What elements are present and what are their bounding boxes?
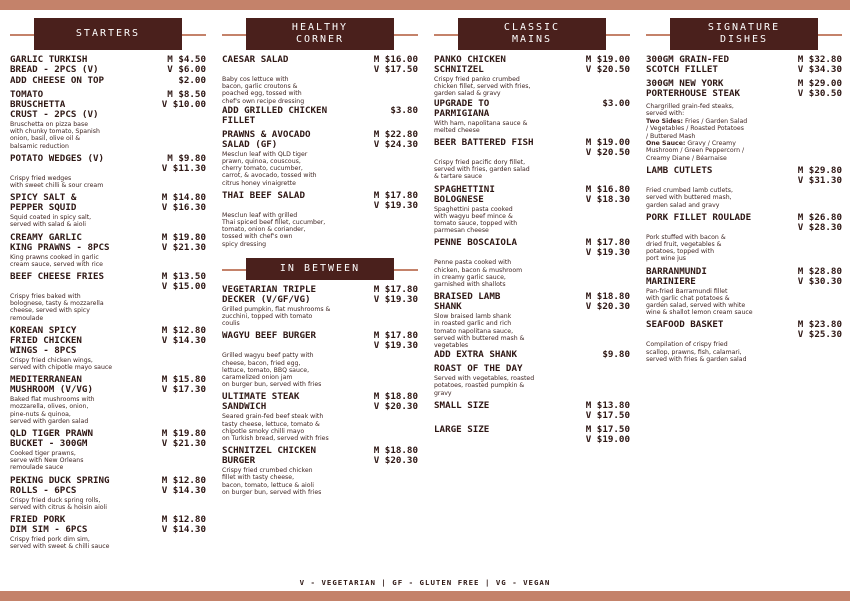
section-header-starters — [10, 18, 206, 50]
menu-item — [222, 191, 418, 248]
menu-item — [10, 476, 206, 511]
menu-item-name: ROAST OF THE DAY — [434, 363, 523, 375]
menu-item-price: V $19.30 — [373, 293, 418, 305]
menu-item-name: SMALL SIZE — [434, 399, 490, 411]
menu-item — [10, 375, 206, 425]
menu-item — [434, 292, 630, 360]
menu-item-row — [434, 425, 630, 445]
menu-item-price: M $4.50 — [167, 54, 206, 65]
menu-item-price: M $32.80 — [797, 54, 842, 65]
menu-item-prices — [162, 375, 206, 395]
menu-item-description: Crispy fried duck spring rolls, served with citrus & hoisin aioli — [10, 496, 108, 511]
menu-item-row — [646, 79, 842, 99]
menu-item-prices — [798, 79, 842, 99]
menu-item — [10, 90, 206, 150]
menu-item-row — [10, 55, 206, 75]
menu-item-row — [646, 213, 842, 233]
menu-item — [222, 130, 418, 187]
menu-item — [646, 79, 842, 99]
menu-item-row — [646, 320, 842, 340]
menu-item-name: MEDITERRANEAN MUSHROOM (V/VG) — [10, 374, 93, 396]
menu-item-price: M $23.80 — [797, 319, 842, 331]
menu-item — [10, 429, 206, 472]
menu-item-row — [434, 185, 630, 205]
menu-item-description: Mesclun leaf with QLD tiger prawn, quinoa, couscous, cherry tomato, cucumber, carrot, & avocado, tossed with citrus honey vinaigrette — [222, 150, 317, 187]
menu-item-price: M $22.80 — [373, 128, 418, 140]
menu-item-price: V $17.30 — [161, 384, 206, 396]
menu-item-name: BARRANMUNDI MARINIERE — [646, 265, 707, 287]
menu-item-name: GARLIC TURKISH BREAD - 2PCS (V) — [10, 54, 99, 75]
menu-item-price: M $19.80 — [161, 428, 206, 440]
menu-item-price: M $13.50 — [161, 271, 206, 283]
menu-item-price: V $28.30 — [797, 221, 842, 233]
column-classic-mains — [434, 18, 630, 449]
menu-item — [10, 154, 206, 189]
signature-list-rest — [646, 166, 842, 363]
menu-item-price: M $28.80 — [797, 265, 842, 277]
menu-item-name: SPICY SALT & PEPPER SQUID — [10, 192, 77, 214]
menu-item — [10, 193, 206, 228]
menu-item-prices — [374, 446, 418, 466]
menu-item-name: SPAGHETTINI BOLOGNESE — [434, 183, 495, 205]
menu-item-price: M $17.80 — [585, 237, 630, 249]
menu-item-addon — [222, 106, 418, 126]
menu-item-addon-name: ADD GRILLED CHICKEN FILLET — [222, 104, 328, 126]
menu-item-row — [10, 429, 206, 449]
menu-item-description: Bruschetta on pizza base with chunky tomato, Spanish onion, basil, olive oil & balsamic reduction — [10, 121, 100, 150]
menu-item-prices — [798, 166, 842, 186]
menu-item-description: Crispy fried pacific dory fillet, served with fries, garden salad & tartare sauce — [434, 159, 530, 181]
menu-item-addon-price: $2.00 — [178, 75, 206, 86]
menu-item-addon — [434, 350, 630, 360]
menu-item-prices — [586, 238, 630, 258]
menu-item-price: V $11.30 — [161, 162, 206, 174]
menu-item-prices — [798, 213, 842, 233]
menu-item-description: Squid coated in spicy salt, served with salad & aioli — [10, 214, 92, 229]
menu-item-price: V $19.30 — [373, 199, 418, 211]
menu-item-price: M $19.00 — [585, 54, 630, 65]
menu-item-prices — [162, 272, 206, 292]
menu-item-prices — [162, 429, 206, 449]
menu-item-prices — [162, 326, 206, 346]
menu-item-addon-name: ADD CHEESE ON TOP — [10, 75, 105, 86]
menu-item-row — [222, 285, 418, 305]
menu-item-name: LARGE SIZE — [434, 423, 490, 435]
section-title-healthy-corner: HEALTHY CORNER — [246, 18, 394, 50]
menu-item-row — [222, 55, 418, 75]
menu-item-name: THAI BEEF SALAD — [222, 189, 305, 201]
menu-item-prices — [374, 130, 418, 150]
menu-item-price: M $12.80 — [161, 514, 206, 526]
dietary-legend: V - VEGETARIAN | GF - GLUTEN FREE | VG - VEGAN — [299, 578, 551, 587]
menu-item-prices — [374, 285, 418, 305]
section-title-classic-mains: CLASSIC MAINS — [458, 18, 606, 50]
menu-item-row — [646, 267, 842, 287]
menu-item-description: Spaghettini pasta cooked with wagyu beef mince & tomato sauce, topped with parmesan cheese — [434, 205, 518, 235]
menu-item-description: Pan-fried Barramundi fillet with garlic chat potatoes & garden salad, served with white wine & shallot lemon cream sauce — [646, 287, 753, 317]
menu-item-price: M $29.80 — [797, 165, 842, 177]
menu-item-price: M $14.80 — [161, 192, 206, 204]
menu-item-name: 300GM GRAIN-FED SCOTCH FILLET — [646, 54, 729, 75]
menu-item-name: SEAFOOD BASKET — [646, 319, 724, 331]
menu-item — [10, 55, 206, 86]
menu-item-price: V $19.00 — [585, 433, 630, 445]
menu-item-name: CREAMY GARLIC KING PRAWNS - 8PCS — [10, 231, 110, 253]
menu-item-name: PANKO CHICKEN SCHNITZEL — [434, 54, 506, 75]
menu-item-addon — [10, 76, 206, 86]
menu-item-description: Compilation of crispy fried scallop, prawns, fish, calamari, served with fries & garden salad — [646, 341, 747, 363]
menu-item — [434, 401, 630, 421]
menu-item — [434, 185, 630, 235]
menu-item-name: ULTIMATE STEAK SANDWICH — [222, 391, 300, 413]
signature-list-top — [646, 55, 842, 99]
menu-item-row — [434, 238, 630, 258]
menu-item — [222, 392, 418, 442]
menu-item-price: M $13.80 — [585, 399, 630, 411]
menu-item-row — [222, 446, 418, 466]
menu-item — [10, 233, 206, 268]
menu-item-price: V $30.30 — [797, 275, 842, 287]
menu-item-description: Grilled wagyu beef patty with cheese, bacon, fried egg, lettuce, tomato, BBQ sauce, caramelized onion jam on burger bun, served with fries — [222, 352, 322, 389]
menu-item-name: BRAISED LAMB SHANK — [434, 291, 501, 313]
menu-item-addon-description: With ham, napolitana sauce & melted cheese — [434, 119, 528, 134]
menu-item-name: PRAWNS & AVOCADO SALAD (GF) — [222, 128, 311, 150]
menu-item-prices — [374, 55, 418, 75]
menu-item-row — [646, 55, 842, 75]
menu-item-description: Grilled pumpkin, flat mushrooms & zucchini, topped with tomato coulis — [222, 305, 331, 328]
steak-note-sauce-text: Gravy / Creamy Mushroom / Green Peppercorn / Creamy Diane / Béarnaise — [646, 140, 745, 162]
menu-item-row — [10, 476, 206, 496]
menu-item-name: PEKING DUCK SPRING ROLLS - 6PCS — [10, 474, 110, 496]
menu-item — [646, 267, 842, 317]
menu-item-row — [10, 375, 206, 395]
menu-item-row — [222, 191, 418, 211]
menu-item-row — [646, 166, 842, 186]
menu-item-description: Crispy fried pork dim sim, served with sweet & chilli sauce — [10, 536, 110, 551]
menu-item-description: Mesclun leaf with grilled Thai spiced beef fillet, cucumber, tomato, onion & coriander, tossed with chef's own spicy dressing — [222, 211, 326, 248]
menu-item-addon-price: $3.00 — [602, 97, 630, 109]
menu-item-prices — [374, 392, 418, 412]
menu-item-price: M $19.00 — [585, 137, 630, 149]
menu-item-description: Served with vegetables, roasted potatoes, roasted pumpkin & gravy — [434, 375, 535, 397]
menu-item-description: Baked flat mushrooms with mozzarella, olives, onion, pine-nuts & quinoa, served with garden salad — [10, 396, 95, 425]
menu-item-price: V $21.30 — [161, 241, 206, 253]
menu-item — [646, 55, 842, 75]
menu-item-price: M $26.80 — [797, 211, 842, 223]
menu-item-description: Crispy fried wedges with sweet chilli & sour cream — [10, 174, 104, 190]
menu-item — [434, 364, 630, 397]
menu-item-price: M $17.50 — [585, 423, 630, 435]
menu-item-row — [222, 392, 418, 412]
menu-item — [646, 320, 842, 363]
menu-item-row — [434, 401, 630, 421]
menu-item-prices — [162, 233, 206, 253]
steak-note-sauce-label: One Sauce: — [646, 140, 686, 148]
menu-item-price: M $18.80 — [373, 445, 418, 457]
mains-list — [434, 55, 630, 445]
menu-item-addon — [434, 99, 630, 119]
menu-item-prices — [374, 331, 418, 351]
menu-item-prices — [798, 320, 842, 340]
menu-item-name: POTATO WEDGES (V) — [10, 152, 105, 164]
menu-item-price: M $16.00 — [373, 54, 418, 65]
menu-item-name: TOMATO BRUSCHETTA CRUST - 2PCS (V) — [10, 89, 99, 120]
menu-item-price: V $24.30 — [373, 138, 418, 150]
menu-item-price: M $17.80 — [373, 330, 418, 342]
menu-item-name: PORK FILLET ROULADE — [646, 211, 752, 223]
column-signature-dishes — [646, 18, 842, 367]
menu-item-name: VEGETARIAN TRIPLE DECKER (V/GF/VG) — [222, 283, 317, 305]
menu-item-description: Penne pasta cooked with chicken, bacon & mushroom in creamy garlic sauce, garnished with shallots — [434, 259, 523, 289]
menu-item-addon-price: $9.80 — [602, 349, 630, 361]
menu-item-name: CAESAR SALAD — [222, 54, 289, 65]
menu-item — [222, 331, 418, 388]
menu-item-row — [10, 154, 206, 174]
column-starters — [10, 18, 206, 554]
menu-item — [434, 138, 630, 181]
section-title-in-between: IN BETWEEN — [246, 258, 394, 280]
menu-item-price: V $34.30 — [797, 64, 842, 75]
menu-item-prices — [586, 138, 630, 158]
menu-item-price: M $15.80 — [161, 374, 206, 386]
menu-item-prices — [162, 515, 206, 535]
top-accent-bar — [0, 0, 850, 10]
menu-item-name: SCHNITZEL CHICKEN BURGER — [222, 445, 317, 467]
menu-item — [222, 55, 418, 126]
menu-item-addon-name: UPGRADE TO PARMIGIANA — [434, 97, 490, 119]
steak-note-sides-label: Two Sides: — [646, 117, 684, 125]
bottom-accent-bar — [0, 591, 850, 601]
section-header-healthy-corner — [222, 18, 418, 50]
menu-item — [222, 285, 418, 328]
section-header-classic-mains — [434, 18, 630, 50]
menu-item-price: M $16.80 — [585, 183, 630, 195]
menu-item-prices — [162, 90, 206, 110]
menu-item-price: V $15.00 — [161, 281, 206, 293]
menu-item-row — [10, 515, 206, 535]
menu-item — [646, 213, 842, 263]
menu-item-price: V $14.30 — [161, 524, 206, 536]
menu-item-name: KOREAN SPICY FRIED CHICKEN WINGS - 8PCS — [10, 324, 82, 356]
menu-item-name: 300GM NEW YORK PORTERHOUSE STEAK — [646, 78, 741, 99]
menu-item — [434, 425, 630, 445]
menu-item-price: V $19.30 — [585, 247, 630, 259]
menu-item-description: Crispy fries baked with bolognese, tasty & mozzarella cheese, served with spicy remoulade — [10, 293, 104, 322]
menu-item-name: WAGYU BEEF BURGER — [222, 330, 317, 342]
section-title-signature-dishes: SIGNATURE DISHES — [670, 18, 818, 50]
menu-item-description: Cooked tiger prawns, serve with New Orleans remoulade sauce — [10, 450, 84, 472]
menu-item — [10, 326, 206, 371]
menu-item-prices — [162, 193, 206, 213]
menu-item-prices — [586, 425, 630, 445]
starters-list — [10, 55, 206, 550]
menu-item-description: Pork stuffed with bacon & dried fruit, vegetables & potatoes, topped with port wine jus — [646, 233, 726, 263]
menu-item-row — [10, 90, 206, 120]
menu-item — [10, 515, 206, 550]
menu-item-name: QLD TIGER PRAWN BUCKET - 300GM — [10, 428, 93, 450]
menu-item-row — [10, 193, 206, 213]
menu-item-price: M $8.50 — [167, 89, 206, 100]
menu-item-description: Seared grain-fed beef steak with tasty cheese, lettuce, tomato & chipotle smoky chilli mayo on Turkish bread, served with fries — [222, 413, 329, 443]
steak-sides-note — [646, 103, 842, 162]
menu-item-description: King prawns cooked in garlic cream sauce, served with rice — [10, 253, 103, 268]
menu-item-price: V $20.30 — [373, 455, 418, 467]
menu-item-row — [222, 130, 418, 150]
menu-item-addon-price: $3.80 — [390, 104, 418, 116]
menu-item-prices — [162, 476, 206, 496]
menu-item-prices — [586, 401, 630, 421]
menu-item-price: V $20.50 — [585, 147, 630, 159]
menu-item-price: V $19.30 — [373, 340, 418, 352]
menu-item-row — [10, 272, 206, 292]
menu-item-price: M $18.80 — [373, 391, 418, 403]
menu-item-row — [10, 326, 206, 356]
menu-item-row — [222, 331, 418, 351]
menu-item-prices — [798, 267, 842, 287]
menu-item-prices — [586, 292, 630, 312]
menu-item-prices — [167, 55, 206, 75]
menu-item-price: V $10.00 — [161, 99, 206, 110]
menu-item-description: Crispy fried chicken wings, served with chipotle mayo sauce — [10, 356, 113, 372]
menu-item-price: V $17.50 — [373, 64, 418, 75]
menu-item-price: V $20.30 — [585, 301, 630, 313]
inbetween-list — [222, 285, 418, 496]
menu-item-prices — [162, 154, 206, 174]
menu-item-description: Fried crumbed lamb cutlets, served with buttered mash, garden salad and gravy — [646, 187, 733, 209]
menu-item — [434, 55, 630, 134]
section-header-in-between — [222, 258, 418, 280]
menu-item-price: V $30.50 — [797, 88, 842, 99]
menu-item — [222, 446, 418, 496]
menu-item-name: PENNE BOSCAIOLA — [434, 237, 517, 249]
healthy-list — [222, 55, 418, 248]
menu-item-price: V $14.30 — [161, 334, 206, 346]
menu-item-name: BEEF CHEESE FRIES — [10, 271, 105, 283]
menu-item-price: V $6.00 — [167, 64, 206, 75]
menu-item-row — [434, 138, 630, 158]
menu-item — [434, 238, 630, 288]
menu-item-price: V $20.50 — [585, 64, 630, 75]
menu-item-price: V $14.30 — [161, 484, 206, 496]
menu-item-price: M $29.00 — [797, 78, 842, 89]
menu-item-price: V $17.50 — [585, 409, 630, 421]
menu-item-description: Crispy fried crumbed chicken fillet with tasty cheese, bacon, tomato, lettuce & aioli on burger bun, served with fries — [222, 467, 322, 496]
menu-item — [646, 166, 842, 209]
menu-item-price: M $17.80 — [373, 283, 418, 295]
menu-item-price: M $19.80 — [161, 231, 206, 243]
menu-item-description: Baby cos lettuce with bacon, garlic croutons & poached egg, tossed with chef's own recipe dressing — [222, 76, 305, 105]
menu-item-row — [434, 55, 630, 75]
menu-item-price: V $21.30 — [161, 438, 206, 450]
menu-item-price: M $18.80 — [585, 291, 630, 303]
steak-note-intro: Chargrilled grain-fed steaks, served with: — [646, 103, 734, 118]
menu-item-row — [10, 233, 206, 253]
steak-note-sides-text: Fries / Garden Salad / Vegetables / Roasted Potatoes / Buttered Mash — [646, 117, 748, 140]
menu-item-price: M $12.80 — [161, 474, 206, 486]
menu-item-addon-name: ADD EXTRA SHANK — [434, 349, 517, 361]
menu-item-price: M $9.80 — [167, 152, 206, 164]
column-healthy-inbetween — [222, 18, 418, 500]
menu-item-description: Crispy fried panko crumbed chicken fillet, served with fries, garden salad & gravy — [434, 76, 531, 98]
section-header-signature-dishes — [646, 18, 842, 50]
menu-item-price: M $12.80 — [161, 324, 206, 336]
menu-item — [10, 272, 206, 322]
menu-item-description: Slow braised lamb shank in roasted garlic and rich tomato napolitana sauce, served with buttered mash & vegetables — [434, 313, 525, 350]
menu-item-prices — [586, 185, 630, 205]
menu-item-row — [434, 364, 630, 374]
menu-item-price: V $18.30 — [585, 193, 630, 205]
menu-item-price: V $25.30 — [797, 329, 842, 341]
menu-item-prices — [374, 191, 418, 211]
menu-item-price: M $17.80 — [373, 189, 418, 201]
menu-item-name: BEER BATTERED FISH — [434, 137, 534, 149]
menu-item-prices — [798, 55, 842, 75]
section-title-starters: STARTERS — [34, 18, 182, 50]
menu-item-prices — [586, 55, 630, 75]
menu-item-price: V $31.30 — [797, 175, 842, 187]
menu-item-row — [434, 292, 630, 312]
menu-item-price: V $20.30 — [373, 401, 418, 413]
menu-item-price: V $16.30 — [161, 202, 206, 214]
menu-item-name: LAMB CUTLETS — [646, 165, 713, 177]
menu-item-name: FRIED PORK DIM SIM - 6PCS — [10, 514, 88, 536]
